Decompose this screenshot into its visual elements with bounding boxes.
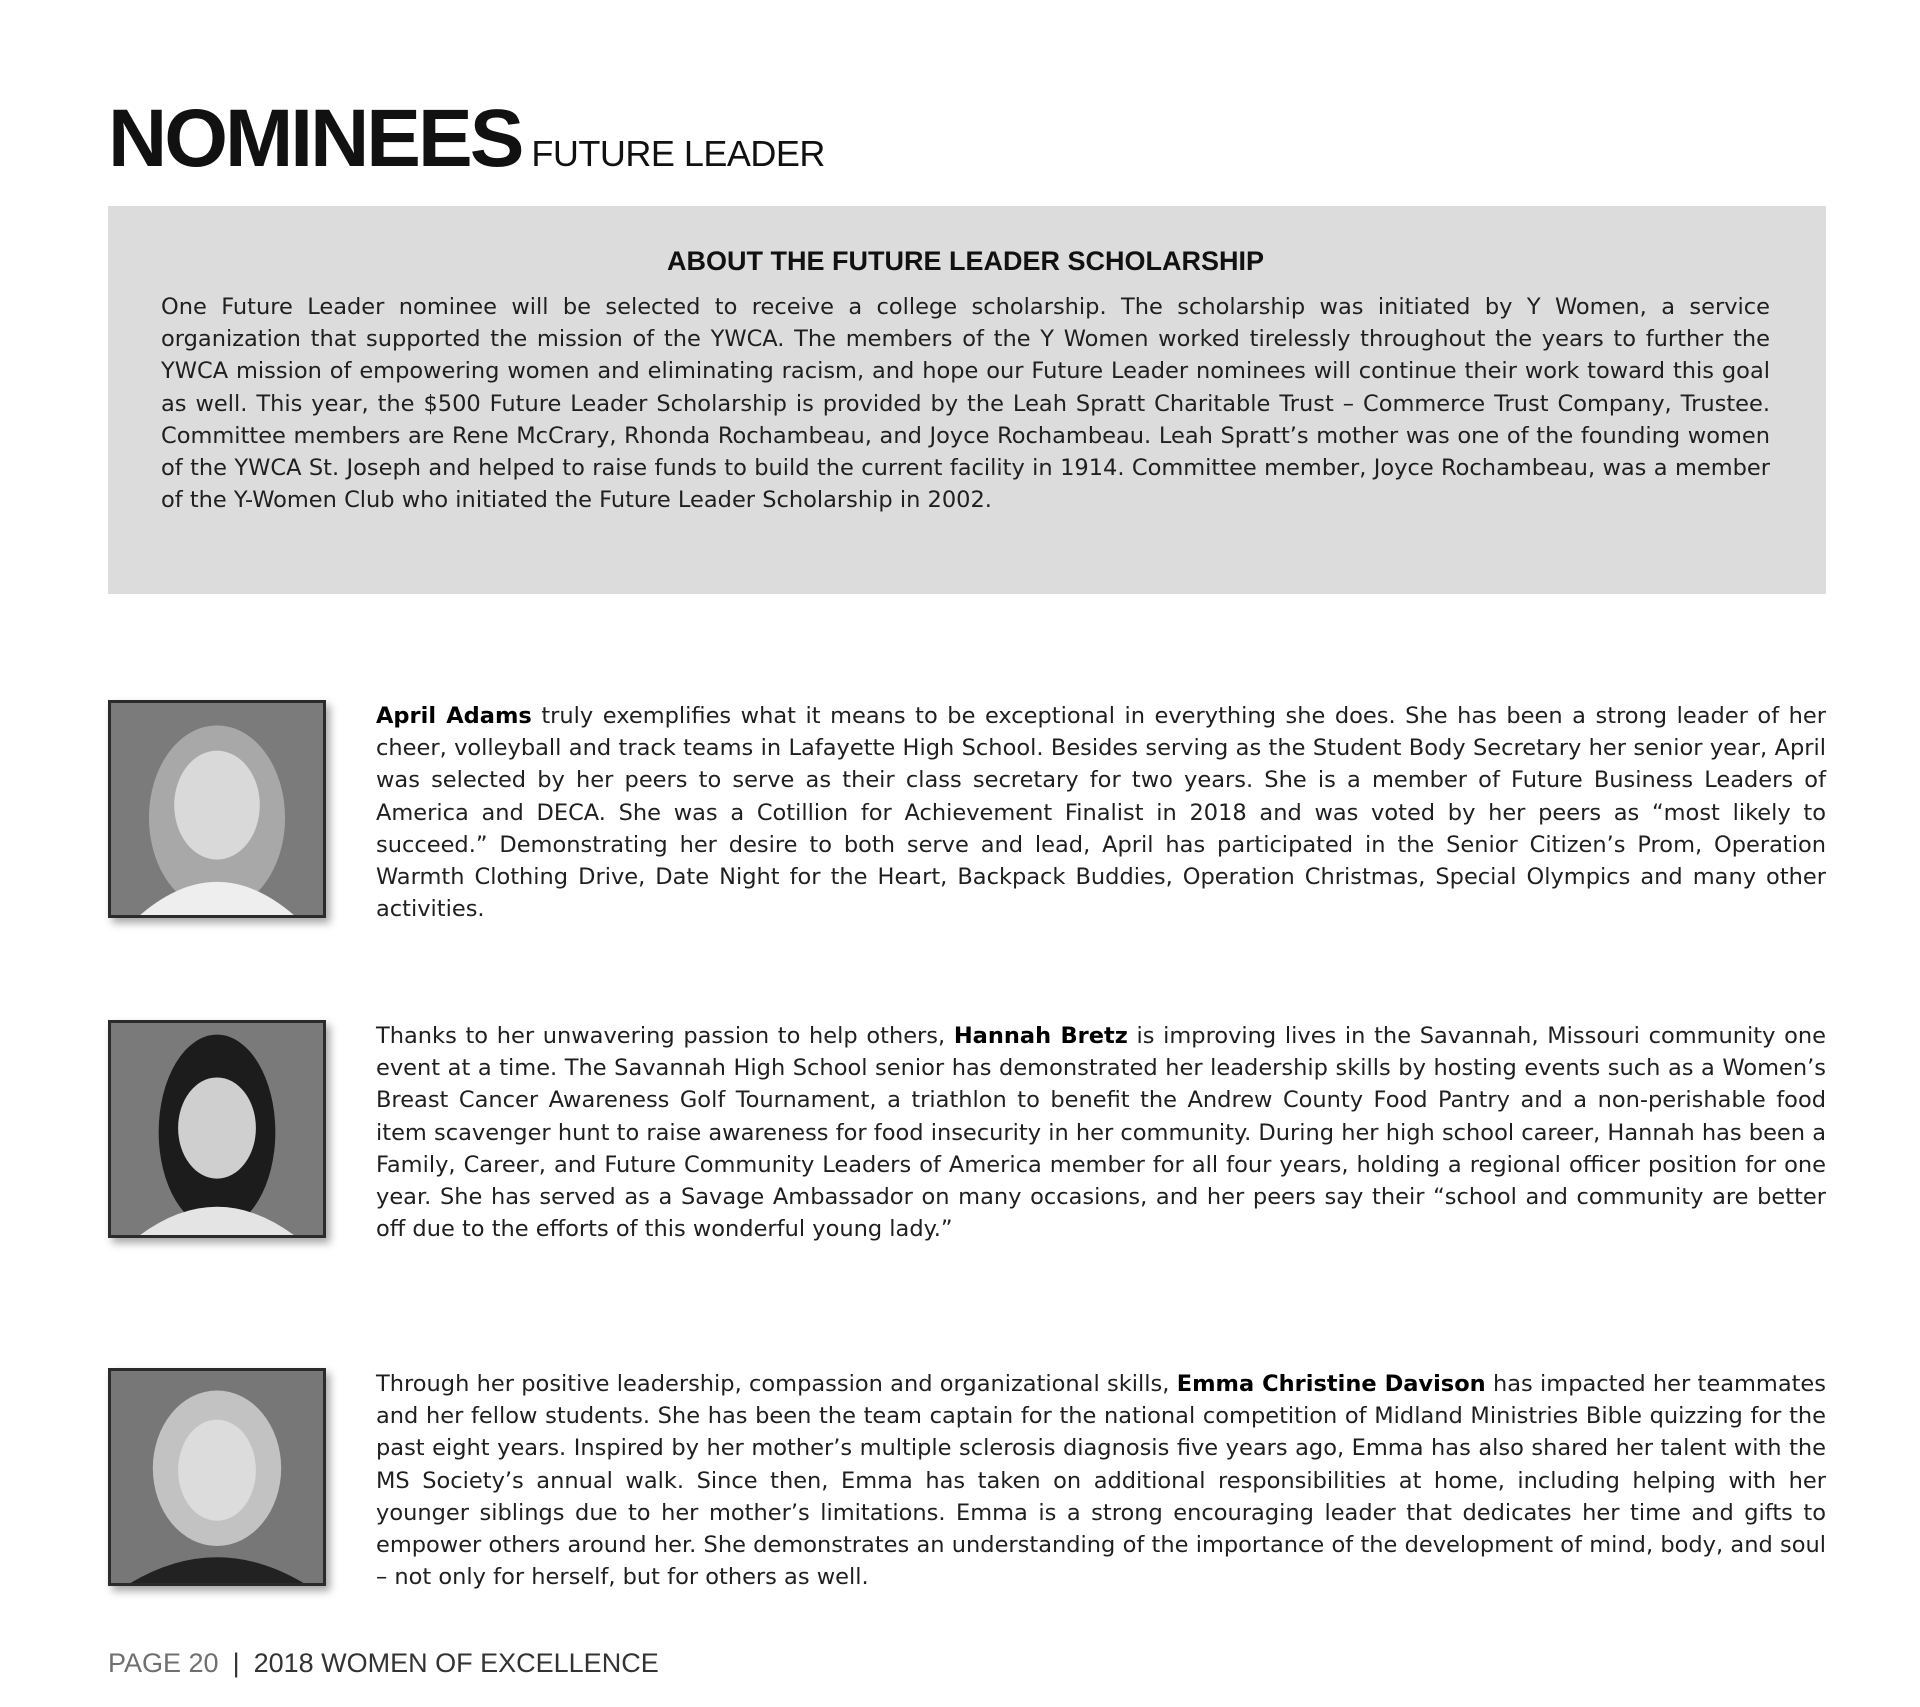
nominee-photo [108, 700, 326, 918]
page-subtitle: FUTURE LEADER [531, 133, 825, 174]
about-body: One Future Leader nominee will be selected to receive a college scholarship. The scholarship was initiated by Y Women, a service organization that supported the mission of the YWCA. The members of the Y Women worked tirelessly throughout the years to further the YWCA mission of empowering women and eliminating racism, and hope our Future Leader nominees will continue their work toward this goal as well. This year, the $500 Future Leader Scholarship is provided by the Leah Spratt Charitable Trust – Commerce Trust Company, Trustee. Committee members are Rene McCrary, Rhonda Rochambeau, and Joyce Rochambeau. Leah Spratt’s mother was one of the founding women of the YWCA St. Joseph and helped to raise funds to build the current facility in 1914. Committee member, Joyce Rochambeau, was a member of the Y-Women Club who initiated the Future Leader Scholarship in 2002. [161, 294, 1770, 514]
publication-title: 2018 WOMEN OF EXCELLENCE [253, 1648, 659, 1678]
about-heading: ABOUT THE FUTURE LEADER SCHOLARSHIP [666, 246, 1264, 276]
page-number: PAGE 20 [108, 1648, 219, 1678]
about-scholarship-box [108, 206, 1826, 594]
nominee-name: Hannah Bretz [953, 1023, 1128, 1049]
footer-separator: | [232, 1648, 240, 1678]
nominee-photo [108, 1368, 326, 1586]
page-footer [108, 1648, 659, 1679]
nominee-bio: Thanks to her unwavering passion to help others, Hannah Bretz is improving lives in the Savannah, Missouri community one event at a time. The Savannah High School senior has demonstrated her leadership skills by hosting events such as a Women’s Breast Cancer Awareness Golf Tournament, a triathlon to benefit the Andrew County Food Pantry and a non-perishable food item scavenger hunt to raise awareness for food insecurity in her community. During her high school career, Hannah has been a Family, Career, and Future Community Leaders of America member for all four years, holding a regional officer position for one year. She has served as a Savage Ambassador on many occasions, and her peers say their “school and community are better off due to the efforts of this wonderful young lady.” [376, 1023, 1826, 1243]
nominee-photo [108, 1020, 326, 1238]
nominee-name: April Adams [376, 703, 532, 729]
nominee-bio: April Adams truly exemplifies what it means to be exceptional in everything she does. She has been a strong leader of her cheer, volleyball and track teams in Lafayette High School. Besides serving as the Student Body Secretary her senior year, April was selected by her peers to serve as their class secretary for two years. She is a member of Future Business Leaders of America and DECA. She was a Cotillion for Achievement Finalist in 2018 and was voted by her peers as “most likely to succeed.” Demonstrating her desire to both serve and lead, April has participated in the Senior Citizen’s Prom, Operation Warmth Clothing Drive, Date Night for the Heart, Backpack Buddies, Operation Christmas, Special Olympics and many other activities. [376, 703, 1826, 923]
nominee-bio: Through her positive leadership, compassion and organizational skills, Emma Christine Davison has impacted her teammates and her fellow students. She has been the team captain for the national competition of Midland Ministries Bible quizzing for the past eight years. Inspired by her mother’s multiple sclerosis diagnosis five years ago, Emma has also shared her talent with the MS Society’s annual walk. Since then, Emma has taken on additional responsibilities at home, including helping with her younger siblings due to her mother’s limitations. Emma is a strong encouraging leader that dedicates her time and gifts to empower others around her. She demonstrates an understanding of the importance of the development of mind, body, and soul – not only for herself, but for others as well. [376, 1371, 1826, 1591]
page-title: NOMINEES [108, 93, 522, 184]
nominee-name: Emma Christine Davison [1176, 1371, 1486, 1397]
page-header [108, 92, 825, 186]
